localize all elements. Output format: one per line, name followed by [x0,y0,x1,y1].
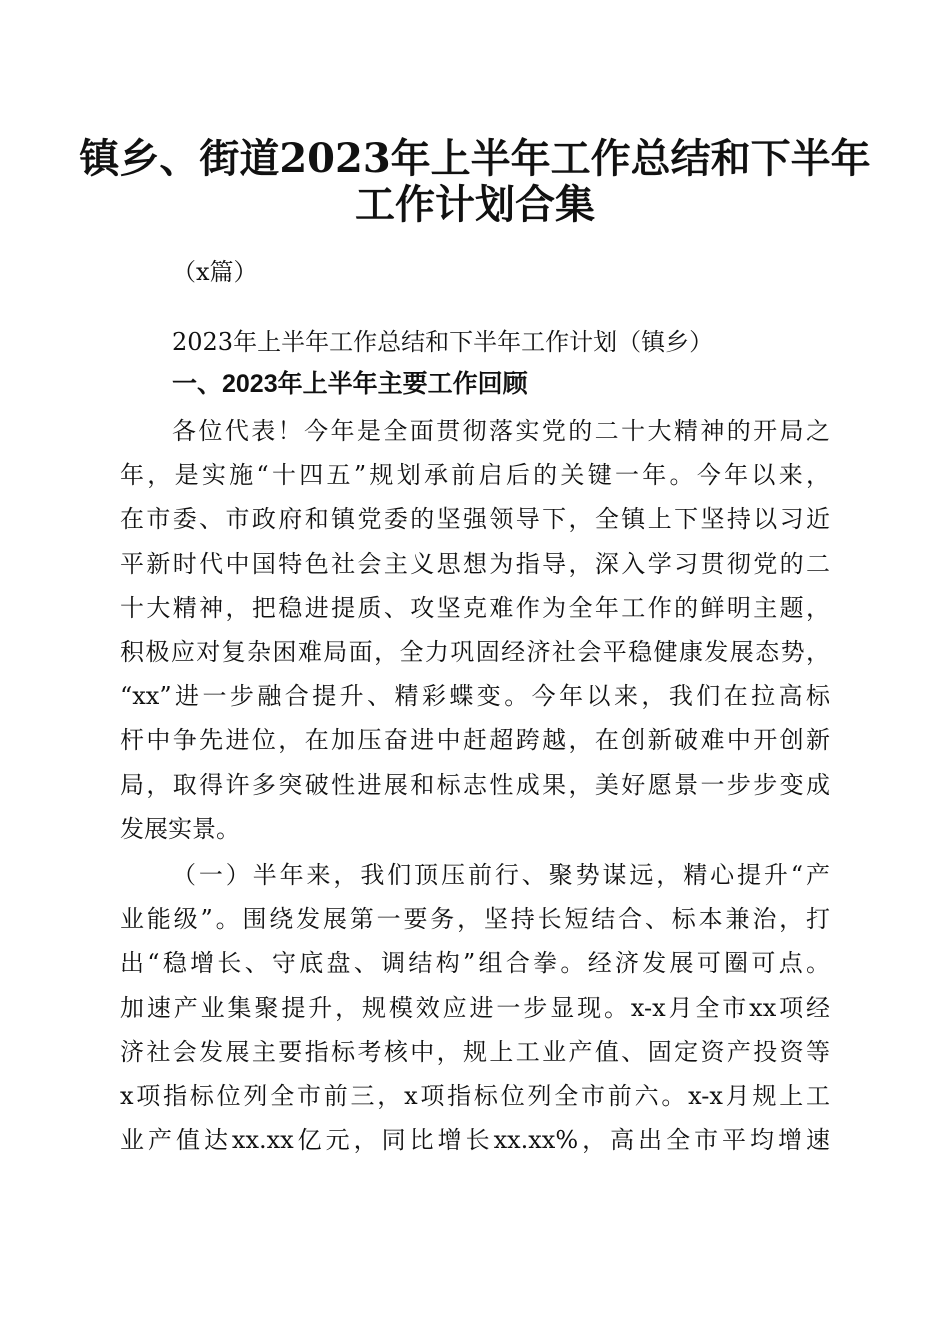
paragraph-line: 业能级”。围绕发展第一要务，坚持长短结合、标本兼治，打 [120,905,830,934]
section-heading: 一、2023年上半年主要工作回顾 [172,370,528,398]
paragraph-line: 十大精神，把稳进提质、攻坚克难作为全年工作的鲜明主题， [120,593,830,622]
body-paragraph [120,855,830,1164]
paragraph-line: 在市委、市政府和镇党委的坚强领导下，全镇上下坚持以习近 [120,505,830,534]
paragraph-line: 发展实景。 [120,814,240,843]
paragraph-line: 局，取得许多突破性进展和标志性成果，美好愿景一步步变成 [120,770,830,799]
paragraph-line: 加速产业集聚提升，规模效应进一步显现。x-x月全市xx项经 [120,993,830,1022]
paragraph-line: 平新时代中国特色社会主义思想为指导，深入学习贯彻党的二 [120,549,830,578]
paragraph-line: 年，是实施“十四五”规划承前启后的关键一年。今年以来， [120,461,830,490]
paragraph-line: 积极应对复杂困难局面，全力巩固经济社会平稳健康发展态势， [120,637,830,666]
article-count: （x篇） [172,258,258,286]
document-title-line-1: 镇乡、街道2023年上半年工作总结和下半年 [79,135,871,182]
paragraph-line: “xx”进一步融合提升、精彩蝶变。今年以来，我们在拉高标 [120,682,830,711]
paragraph-line: 出“稳增长、守底盘、调结构”组合拳。经济发展可圈可点。 [120,949,830,978]
article-subtitle: 2023年上半年工作总结和下半年工作计划（镇乡） [172,328,714,356]
paragraph-line: 业产值达xx.xx亿元，同比增长xx.xx%，高出全市平均增速 [120,1126,830,1155]
paragraph-line: 济社会发展主要指标考核中，规上工业产值、固定资产投资等 [120,1037,830,1066]
paragraph-line: 各位代表！今年是全面贯彻落实党的二十大精神的开局之 [172,417,830,445]
body-paragraph [120,411,830,853]
document-title-line-2: 工作计划合集 [355,181,595,228]
paragraph-line: （一）半年来，我们顶压前行、聚势谋远，精心提升“产 [172,861,830,889]
paragraph-line: x项指标位列全市前三，x项指标位列全市前六。x-x月规上工 [120,1081,830,1110]
paragraph-line: 杆中争先进位，在加压奋进中赶超跨越，在创新破难中开创新 [120,726,830,755]
